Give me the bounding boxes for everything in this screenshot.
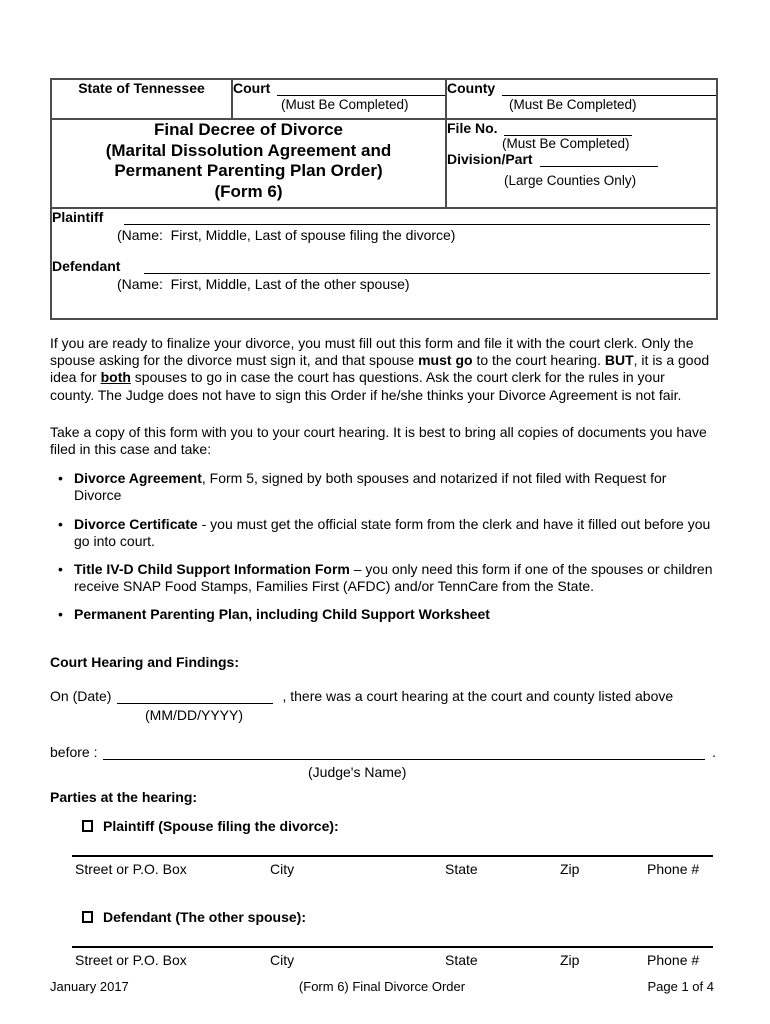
form-content bbox=[50, 78, 716, 974]
county-label: County bbox=[447, 80, 496, 96]
plaintiff-name-note: (Name: First, Middle, Last of spouse filing the divorce) bbox=[117, 227, 456, 243]
bullet-4-bold: Permanent Parenting Plan, including Child Support Worksheet bbox=[74, 606, 490, 623]
plaintiff-address-line[interactable] bbox=[72, 855, 713, 883]
address-header-street: Street or P.O. Box bbox=[75, 951, 187, 968]
file-no-input-line[interactable] bbox=[504, 121, 632, 136]
defendant-checkbox[interactable] bbox=[82, 911, 93, 923]
intro-p1-bold-but: BUT bbox=[604, 352, 634, 369]
intro-p1-bold-both: both bbox=[100, 369, 131, 386]
intro-paragraph-2: Take a copy of this form with you to your court hearing. It is best to bring all copies of documents you have filed in this case and take: bbox=[50, 423, 707, 458]
file-no-note: (Must Be Completed) bbox=[502, 136, 630, 151]
header-table bbox=[50, 78, 718, 320]
intro-p1-text4: spouses to go in case the court has questions. Ask the court clerk for the rules in your county. The Judge does not have to sign this Order if he/she thinks your Divorce Agreement is not fair. bbox=[50, 369, 682, 403]
defendant-name-input-line[interactable] bbox=[144, 259, 710, 274]
court-label: Court bbox=[233, 80, 271, 96]
plaintiff-option-row bbox=[82, 818, 716, 834]
county-cell bbox=[446, 79, 717, 119]
date-format-note: (MM/DD/YYYY) bbox=[145, 706, 243, 723]
judge-name-note: (Judge's Name) bbox=[308, 763, 407, 780]
bullet-3-bold: Title IV-D Child Support Information Form bbox=[74, 561, 350, 578]
defendant-name-note: (Name: First, Middle, Last of the other spouse) bbox=[117, 276, 410, 292]
judge-row bbox=[50, 744, 716, 760]
before-period: . bbox=[712, 743, 716, 760]
hearing-date-input-line[interactable] bbox=[117, 689, 273, 704]
intro-paragraph-1 bbox=[50, 335, 710, 404]
judge-name-input-line[interactable] bbox=[103, 745, 705, 760]
list-item bbox=[50, 516, 716, 550]
list-item bbox=[50, 606, 716, 623]
state-cell bbox=[51, 79, 232, 119]
form-title-line2: (Marital Dissolution Agreement and bbox=[105, 140, 392, 160]
address-header-zip: Zip bbox=[560, 951, 580, 968]
court-note: (Must Be Completed) bbox=[281, 97, 409, 112]
division-label: Division/Part bbox=[447, 151, 533, 167]
form-title-cell bbox=[51, 119, 446, 208]
footer-page-number: Page 1 of 4 bbox=[647, 979, 714, 994]
bullet-2-bold: Divorce Certificate bbox=[74, 515, 198, 532]
division-note: (Large Counties Only) bbox=[504, 173, 637, 188]
plaintiff-option-label: Plaintiff (Spouse filing the divorce): bbox=[103, 817, 339, 834]
on-date-label: On (Date) bbox=[50, 687, 112, 704]
footer-form-name: (Form 6) Final Divorce Order bbox=[298, 979, 466, 994]
list-item bbox=[50, 561, 716, 595]
address-header-state: State bbox=[445, 951, 478, 968]
plaintiff-checkbox[interactable] bbox=[82, 820, 93, 832]
bullet-3-text: – you only need this form if one of the spouses or children receive SNAP Food Stamps, Families First (AFDC) and/or TennCare from the State. bbox=[74, 561, 713, 595]
county-input-line[interactable] bbox=[502, 81, 716, 96]
bullet-icon: • bbox=[58, 561, 63, 578]
list-item bbox=[50, 470, 716, 504]
parties-cell bbox=[51, 208, 717, 319]
form-title-line3: Permanent Parenting Plan Order) bbox=[114, 161, 383, 180]
page-footer bbox=[50, 979, 714, 994]
bullet-1-bold: Divorce Agreement bbox=[74, 470, 202, 487]
state-label: State of Tennessee bbox=[78, 80, 205, 96]
plaintiff-name-input-line[interactable] bbox=[124, 210, 710, 225]
form-title-line4: (Form 6) bbox=[214, 181, 283, 201]
hearing-date-row bbox=[50, 688, 716, 704]
address-header-street: Street or P.O. Box bbox=[75, 860, 187, 877]
address-header-zip: Zip bbox=[560, 860, 580, 877]
plaintiff-label: Plaintiff bbox=[52, 209, 104, 225]
court-hearing-heading: Court Hearing and Findings: bbox=[50, 653, 239, 670]
court-cell bbox=[232, 79, 446, 119]
defendant-option-row bbox=[82, 909, 716, 925]
intro-p1-text2: to the court hearing. bbox=[472, 352, 605, 369]
file-no-cell bbox=[446, 119, 717, 208]
intro-p1-text3: , it is a good idea for bbox=[50, 352, 710, 386]
parties-heading: Parties at the hearing: bbox=[50, 788, 198, 805]
court-input-line[interactable] bbox=[277, 81, 445, 96]
defendant-address-line[interactable] bbox=[72, 946, 713, 974]
bullet-icon: • bbox=[58, 515, 63, 532]
address-header-state: State bbox=[445, 860, 478, 877]
bullet-1-text: , Form 5, signed by both spouses and notarized if not filed with Request for Divorce bbox=[74, 470, 667, 504]
address-header-phone: Phone # bbox=[647, 860, 700, 877]
before-label: before : bbox=[50, 743, 98, 760]
after-date-text: , there was a court hearing at the court and county listed above bbox=[282, 687, 674, 704]
bullet-icon: • bbox=[58, 470, 63, 487]
address-header-city: City bbox=[270, 951, 295, 968]
intro-p1-text: If you are ready to finalize your divorce, you must fill out this form and file it with the court clerk. Only the spouse asking for the divorce must sign it, and that spouse bbox=[50, 335, 694, 369]
bullet-icon: • bbox=[58, 606, 63, 623]
form-title-line1: Final Decree of Divorce bbox=[154, 120, 343, 139]
division-input-line[interactable] bbox=[540, 152, 658, 167]
file-no-label: File No. bbox=[447, 120, 498, 136]
intro-p1-bold-must-go: must go bbox=[418, 352, 473, 369]
address-header-city: City bbox=[270, 860, 295, 877]
defendant-option-label: Defendant (The other spouse): bbox=[103, 908, 307, 925]
address-header-phone: Phone # bbox=[647, 951, 700, 968]
defendant-label: Defendant bbox=[52, 258, 121, 274]
county-note: (Must Be Completed) bbox=[509, 97, 637, 112]
bullet-2-text: - you must get the official state form from the clerk and have it filled out before you go into court. bbox=[74, 515, 711, 549]
footer-date: January 2017 bbox=[50, 979, 129, 994]
